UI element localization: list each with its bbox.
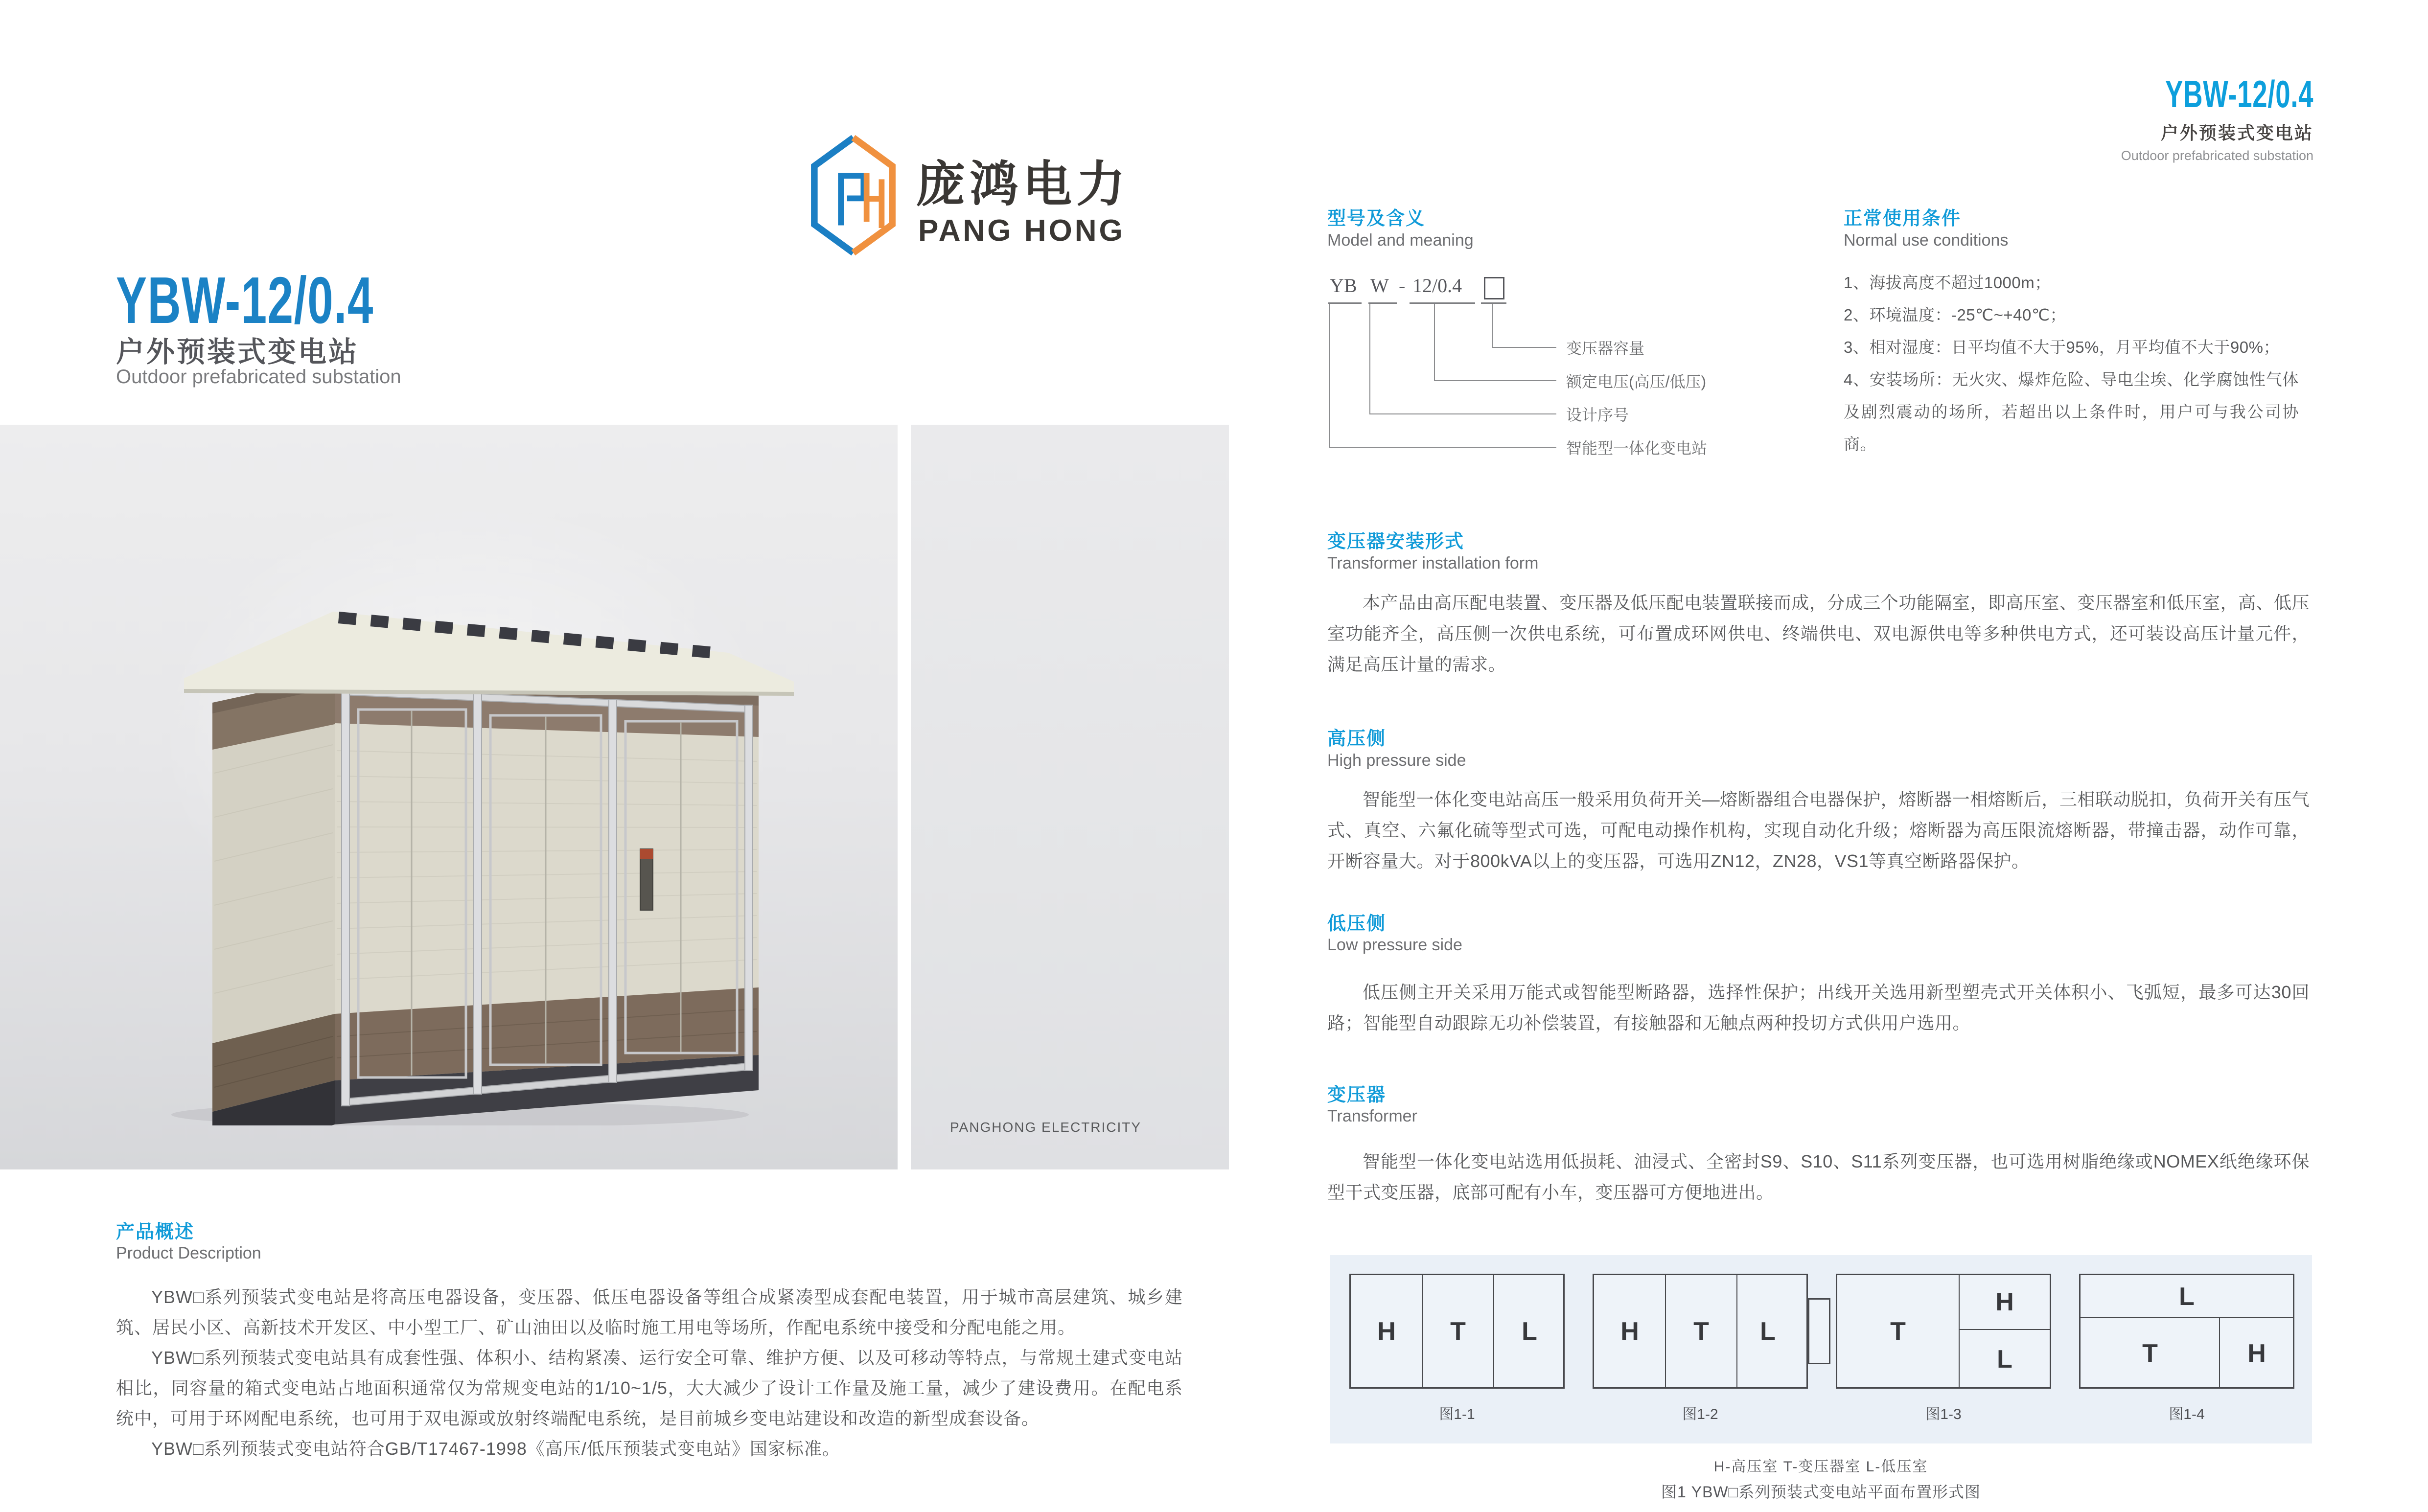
model-label-design: 设计序号: [1566, 406, 1629, 424]
section-installation-title-cn: 变压器安装形式: [1327, 531, 1465, 552]
connector-line: [1492, 347, 1556, 348]
model-code-voltage: 12/0.4: [1412, 275, 1462, 297]
section-hv-title-cn: 高压侧: [1327, 729, 1387, 749]
figure-1-1: [1349, 1274, 1565, 1389]
cell-t: T: [1450, 1317, 1466, 1346]
cell-h: H: [2247, 1339, 2266, 1368]
product-title-cn: 户外预装式变电站: [116, 336, 359, 368]
condition-item: 3、相对湿度：日平均值不大于95%，月平均值不大于90%；: [1844, 338, 2280, 356]
section-lv-title-cn: 低压侧: [1327, 914, 1387, 934]
logo-company-name: 庞鸿电力: [916, 157, 1130, 212]
divider: [1736, 1275, 1737, 1387]
page-header: [2102, 73, 2313, 163]
divider: [2081, 1317, 2293, 1318]
divider: [1422, 1275, 1423, 1387]
section-transformer-title-en: Transformer: [1327, 1107, 1417, 1125]
divider: [1959, 1275, 1960, 1387]
underline: [1481, 302, 1506, 304]
model-meaning-title-en: Model and meaning: [1327, 231, 1474, 250]
overview-paragraphs: [116, 1282, 1183, 1464]
connector-line: [1329, 447, 1556, 448]
notch: [1808, 1298, 1830, 1364]
watermark-text: PANGHONG ELECTRICITY: [950, 1120, 1142, 1135]
figure-caption-1-2: 图1-2: [1682, 1406, 1718, 1422]
condition-item: 2、环境温度：-25℃~+40℃；: [1844, 306, 2066, 324]
underline: [1410, 302, 1475, 304]
section-hv-title-en: High pressure side: [1327, 751, 1466, 770]
cell-h: H: [1620, 1317, 1639, 1346]
page-header-model: YBW-12/0.4: [2165, 72, 2313, 115]
model-label-type: 智能型一体化变电站: [1566, 439, 1708, 457]
conditions-list: [1844, 267, 2299, 460]
model-code-capacity-box: [1484, 277, 1504, 299]
cell-l: L: [1760, 1317, 1776, 1346]
page-header-title-cn: 户外预装式变电站: [2160, 123, 2313, 143]
figure-1-3: [1836, 1274, 2051, 1389]
cell-t: T: [1693, 1317, 1709, 1346]
section-hv-text: 智能型一体化变电站高压一般采用负荷开关—熔断器组合电器保护，熔断器一相熔断后，三相联动脱扣，负荷开关有压气式、真空、六氟化硫等型式可选，可配电动操作机构，实现自动化升级；熔断器为高压限流熔断器，带撞击器，动作可靠，开断容量大。对于800kVA以上的变压器，可选用ZN12，ZN28，VS1等真空断路器保护。: [1327, 789, 2310, 871]
cell-l: L: [1522, 1317, 1537, 1346]
cell-l: L: [1997, 1345, 2012, 1374]
cell-h: H: [1995, 1288, 2014, 1316]
connector-line: [1434, 304, 1435, 380]
conditions-title-cn: 正常使用条件: [1844, 208, 1962, 229]
section-transformer-text: 智能型一体化变电站选用低损耗、油浸式、全密封S9、S10、S11系列变压器，也可选用树脂绝缘或NOMEX纸绝缘环保型干式变压器，底部可配有小车，变压器可方便地进出。: [1327, 1151, 2310, 1202]
condition-item: 1、海拔高度不超过1000m；: [1844, 274, 2051, 292]
product-photo-panel: [0, 425, 898, 1169]
cell-t: T: [1890, 1317, 1906, 1346]
condition-item: 4、安装场所：无火灾、爆炸危险、导电尘埃、化学腐蚀性气体及剧烈震动的场所，若超出以上条件时，用户可与我公司协商。: [1844, 370, 2299, 453]
substation-photo: [147, 563, 832, 1125]
overview-title-cn: 产品概述: [116, 1222, 195, 1242]
divider: [2219, 1317, 2220, 1387]
figure-caption-1-1: 图1-1: [1439, 1406, 1475, 1422]
ph-hexagon-icon: [809, 133, 898, 257]
door-handle: [640, 849, 653, 910]
page-header-title-en: Outdoor prefabricated substation: [2121, 148, 2313, 163]
underline: [1368, 302, 1397, 304]
model-code-dash: -: [1399, 275, 1406, 297]
conditions-title-en: Normal use conditions: [1844, 231, 2009, 250]
section-lv-text: 低压侧主开关采用万能式或智能型断路器，选择性保护；出线开关选用新型塑壳式开关体积小、飞弧短，最多可达30回路；智能型自动跟踪无功补偿装置，有接触器和无触点两种投切方式供用户选用。: [1327, 982, 2310, 1033]
connector-line: [1434, 380, 1556, 381]
figure-legend: H-高压室 T-变压器室 L-低压室: [1713, 1459, 1928, 1475]
overview-title-en: Product Description: [116, 1244, 261, 1262]
underline: [1328, 302, 1362, 304]
section-installation-text: 本产品由高压配电装置、变压器及低压配电装置联接而成，分成三个功能隔室，即高压室、变压器室和低压室，高、低压室功能齐全，高压侧一次供电系统，可布置成环网供电、终端供电、双电源供电等多种供电方式，还可装设高压计量元件，满足高压计量的需求。: [1327, 593, 2310, 674]
overview-paragraph: YBW□系列预装式变电站具有成套性强、体积小、结构紧凑、运行安全可靠、维护方便、以及可移动等特点，与常规土建式变电站相比，同容量的箱式变电站占地面积通常仅为常规变电站的1/10~1/5，大大减少了设计工作量及施工量，减少了建设费用。在配电系统中，可用于环网配电系统，也可用于双电源或放射终端配电系统，是目前城乡变电站建设和改造的新型成套设备。: [116, 1348, 1183, 1428]
cell-h: H: [1377, 1317, 1396, 1346]
figure-title: 图1 YBW□系列预装式变电站平面布置形式图: [1661, 1483, 1981, 1501]
connector-line: [1329, 304, 1330, 447]
overview-paragraph: YBW□系列预装式变电站符合GB/T17467-1998《高压/低压预装式变电站》国家标准。: [151, 1439, 840, 1459]
logo-company-name-en: PANG HONG: [918, 214, 1125, 248]
side-panel: [911, 425, 1229, 1169]
section-lv-title-en: Low pressure side: [1327, 936, 1462, 954]
figure-caption-1-4: 图1-4: [2169, 1406, 2205, 1422]
cell-t: T: [2142, 1339, 2158, 1368]
divider: [1493, 1275, 1494, 1387]
divider: [1959, 1329, 2050, 1330]
layout-figure-panel: [1330, 1255, 2312, 1443]
connector-line: [1369, 413, 1556, 414]
figure-1-4: [2079, 1274, 2294, 1389]
model-code-w: W: [1370, 275, 1389, 297]
product-model-title: YBW-12/0.4: [116, 263, 374, 337]
connector-line: [1369, 304, 1370, 413]
figure-1-2: [1593, 1274, 1808, 1389]
section-installation-title-en: Transformer installation form: [1327, 554, 1539, 573]
divider: [1665, 1275, 1666, 1387]
model-label-voltage: 额定电压(高压/低压): [1566, 373, 1707, 390]
connector-line: [1492, 304, 1493, 347]
section-transformer-title-cn: 变压器: [1327, 1085, 1387, 1105]
model-meaning-title-cn: 型号及含义: [1327, 208, 1426, 229]
overview-paragraph: YBW□系列预装式变电站是将高压电器设备，变压器、低压电器设备等组合成紧凑型成套配电装置，用于城市高层建筑、城乡建筑、居民小区、高新技术开发区、中小型工厂、矿山油田以及临时施工用电等场所，作配电系统中接受和分配电能之用。: [116, 1287, 1183, 1337]
model-label-capacity: 变压器容量: [1566, 340, 1645, 357]
figure-caption-1-3: 图1-3: [1925, 1406, 1962, 1422]
cell-l: L: [2179, 1283, 2195, 1311]
product-title-en: Outdoor prefabricated substation: [116, 366, 401, 388]
model-code-yb: YB: [1330, 275, 1357, 297]
